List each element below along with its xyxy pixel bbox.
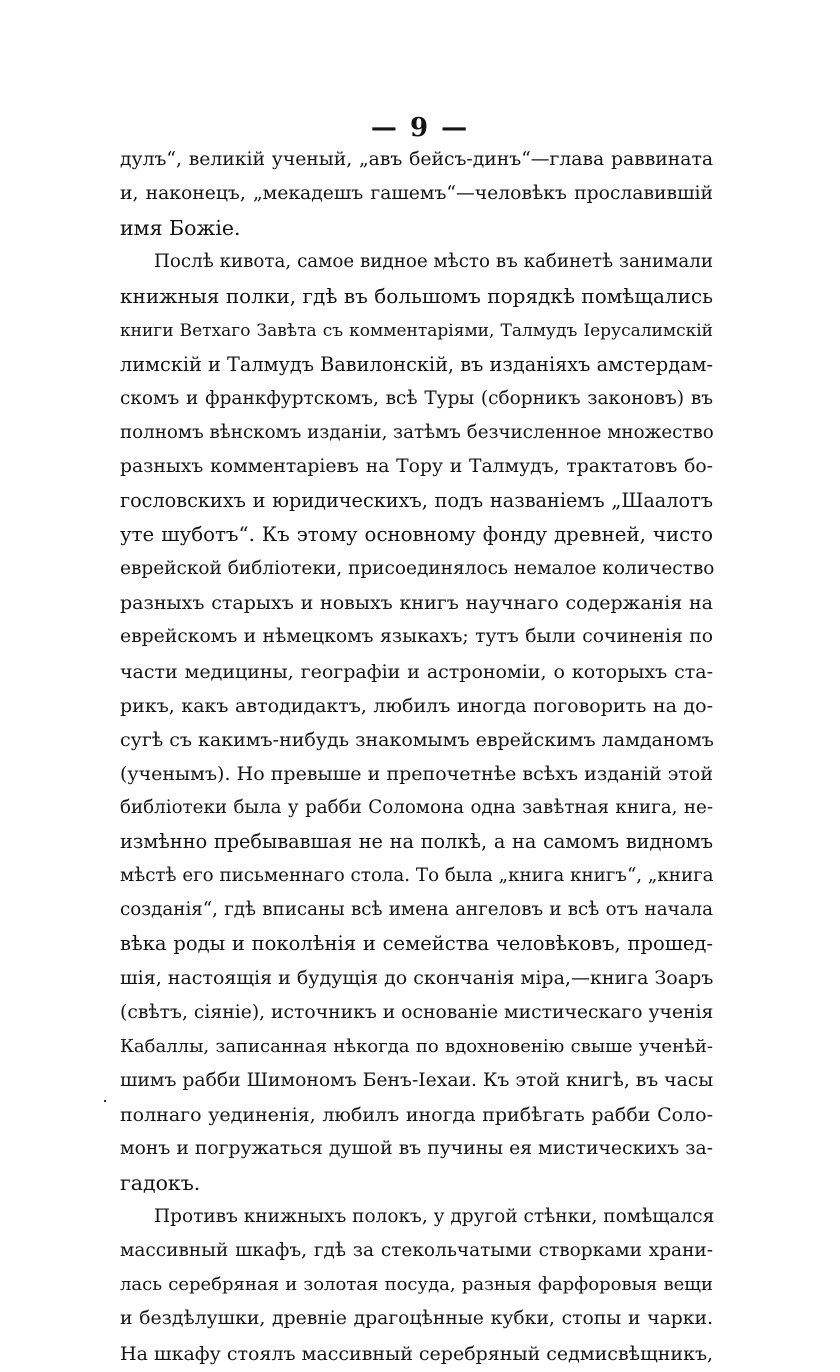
text-line: разныхъ комментаріевъ на Тору и Талмудъ, трактатовъ бо- (120, 456, 713, 477)
text-line: (ученымъ). Но превыше и препочетнѣе всѣхъ изданій этой (120, 763, 713, 785)
text-line: На шкафу стоялъ массивный серебряный седмисвѣщникъ, (120, 1343, 714, 1365)
text-line: шимъ рабби Шимономъ Бенъ-Іехаи. Къ этой книгѣ, въ часы (120, 1070, 714, 1091)
text-line: рикъ, какъ автодидактъ, любилъ иногда поговорить на до- (120, 695, 713, 717)
text-line: части медицины, географіи и астрономіи, о которыхъ ста- (120, 661, 713, 683)
text-line: и, наконецъ, „мекадешъ гашемъ“—человѣкъ прославившій (120, 183, 713, 204)
text-line: полномъ вѣнскомъ изданіи, затѣмъ безчисленное множество (120, 422, 714, 443)
text-line: вѣка роды и поколѣнія и семейства человѣковъ, прошед- (120, 932, 713, 955)
text-line: скомъ и франкфуртскомъ, всѣ Туры (сборникъ законовъ) въ (120, 388, 713, 409)
text-line: еврейской библіотеки, присоединялось немалое количество (120, 558, 715, 579)
text-line: и бездѣлушки, древніе драгоцѣнные кубки, стопы и чарки. (120, 1308, 713, 1329)
text-line: библіотеки была у рабби Соломона одна завѣтная книга, не- (120, 797, 713, 818)
page-number: — 9 — (370, 113, 470, 143)
text-line: лась серебряная и золотая посуда, разныя фарфоровыя вещи (120, 1274, 713, 1295)
text-line: измѣнно пребывавшая не на полкѣ, а на самомъ видномъ (120, 830, 713, 853)
text-line: мѣстѣ его письменнаго стола. То была „книга книгъ“, „книга (120, 865, 714, 886)
text-line: лимскій и Талмудъ Вавилонскій, въ изданіяхъ амстердам- (120, 353, 713, 376)
text-line: дулъ“, великій ученый, „авъ бейсъ-динъ“—глава раввината (120, 149, 713, 170)
text-line: созданія“, гдѣ вписаны всѣ имена ангеловъ и всѣ отъ начала (120, 899, 713, 920)
text-line: (свѣтъ, сіяніе), источникъ и основаніе мистическаго ученія (120, 1002, 714, 1023)
text-line: уте шуботъ“. Къ этому основному фонду древней, чисто (120, 523, 713, 546)
text-line: гадокъ. (120, 1171, 201, 1195)
text-line: гословскихъ и юридическихъ, подъ названіемъ „Шаалотъ (120, 489, 713, 512)
text-line: имя Божіе. (120, 216, 241, 240)
print-speck (104, 1100, 106, 1102)
text-line: еврейскомъ и нѣмецкомъ языкахъ; тутъ были сочиненія по (120, 626, 713, 647)
text-line: полнаго уединенія, любилъ иногда прибѣгать рабби Соло- (120, 1104, 713, 1126)
text-line: Послѣ кивота, самое видное мѣсто въ кабинетѣ занимали (154, 251, 713, 272)
text-line: Противъ книжныхъ полокъ, у другой стѣнки, помѣщался (154, 1206, 715, 1227)
text-line: разныхъ старыхъ и новыхъ книгъ научнаго содержанія на (120, 592, 713, 614)
text-line: массивный шкафъ, гдѣ за стекольчатыми створками храни- (120, 1240, 713, 1261)
text-line: книжныя полки, гдѣ въ большомъ порядкѣ помѣщались (120, 284, 713, 308)
text-line: Кабаллы, записанная нѣкогда по вдохновенію свыше ученѣй- (120, 1036, 713, 1057)
text-line: сугѣ съ какимъ-нибудь знакомымъ еврейскимъ ламданомъ (120, 729, 714, 751)
text-line: монъ и погружаться душой въ пучины ея мистическихъ за- (120, 1138, 713, 1159)
text-line: книги Ветхаго Завѣта съ комментаріями, Талмудъ Іерусалимскій (120, 321, 713, 341)
text-line: шія, настоящія и будущія до скончанія міра,—книга Зоаръ (120, 967, 714, 989)
